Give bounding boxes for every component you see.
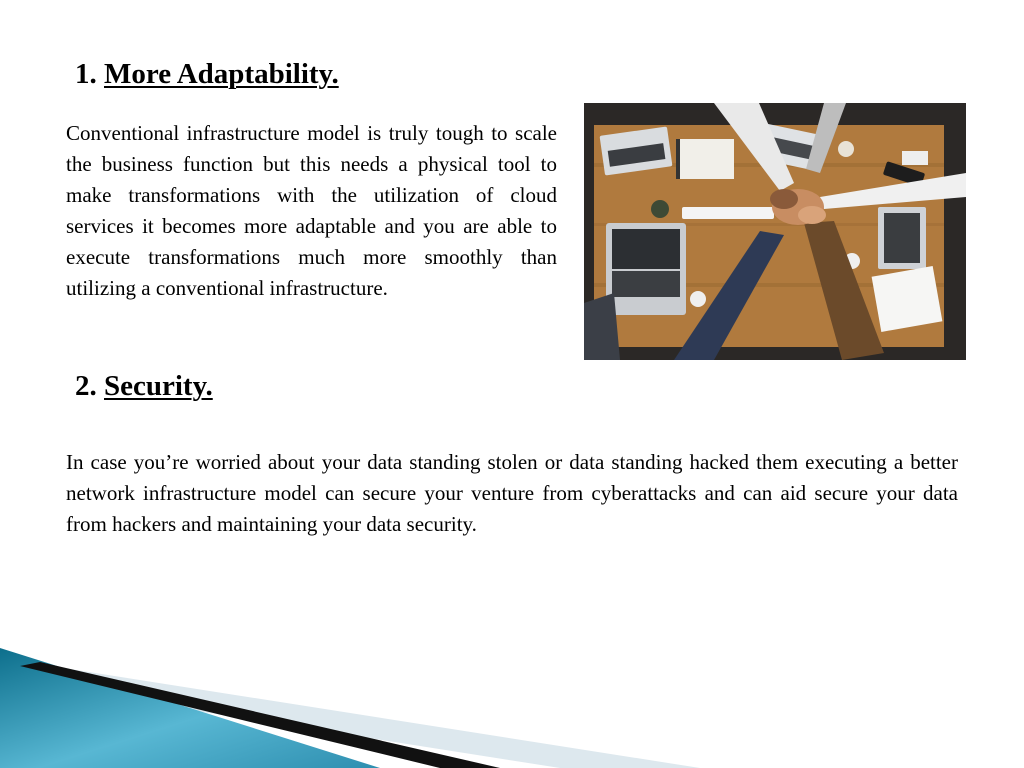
- section-1-body: Conventional infrastructure model is truly tough to scale the business function but this needs a physical tool to make transformations with the utilization of cloud services it becomes more adaptable and you are able to execute transformations much more smoothly than utilizing a conventional infrastructure.: [66, 121, 557, 300]
- section-2-title: Security.: [104, 370, 213, 402]
- section-2-body: In case you’re worried about your data standing stolen or data standing hacked them executing a better network infrastructure model can secure your venture from cyberattacks and can aid secure your data from hackers and maintaining your data security.: [66, 450, 958, 536]
- section-2-heading: [75, 372, 213, 401]
- teamwork-photo: [584, 103, 966, 360]
- footer-decoration: [0, 640, 1024, 768]
- section-1-title: More Adaptability.: [104, 58, 339, 90]
- section-1-heading: [75, 60, 339, 89]
- section-1-number: 1.: [75, 58, 97, 90]
- section-2-number: 2.: [75, 370, 97, 402]
